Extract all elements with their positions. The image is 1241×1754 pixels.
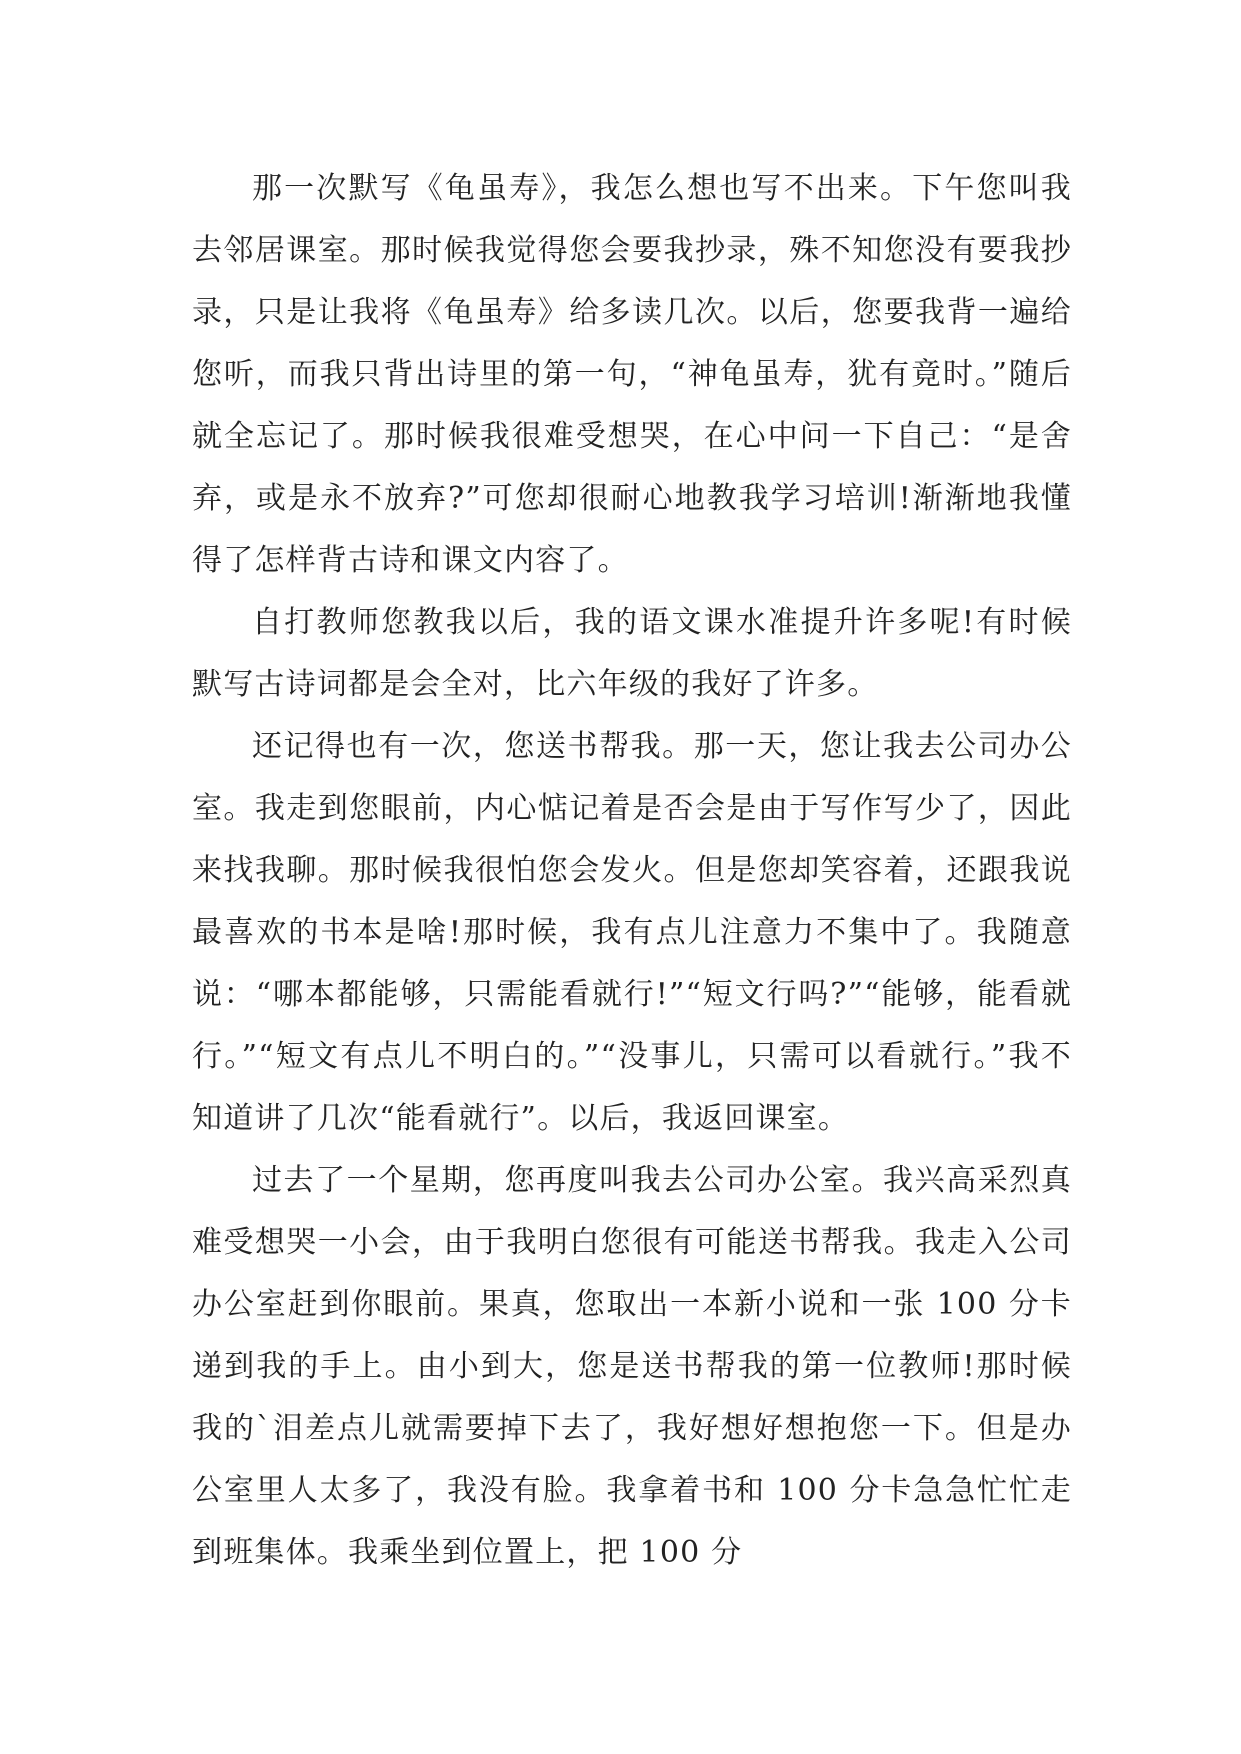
paragraph-2: 自打教师您教我以后，我的语文课水准提升许多呢!有时候默写古诗词都是会全对，比六年级的我好了许多。	[192, 605, 1072, 702]
paragraph-4: 过去了一个星期，您再度叫我去公司办公室。我兴高采烈真难受想哭一小会，由于我明白您很有可能送书帮我。我走入公司办公室赶到你眼前。果真，您取出一本新小说和一张 100 分卡递到我的手上。由小到大，您是送书帮我的第一位教师!那时候我的`泪差点儿就需要掉下去了，我好想好想抱您一下。但是办公室里人太多了，我没有脸。我拿着书和 100 分卡急急忙忙走到班集体。我乘坐到位置上，把 100 分	[192, 1163, 1072, 1570]
document-body	[192, 158, 1072, 1584]
paragraph-3: 还记得也有一次，您送书帮我。那一天，您让我去公司办公室。我走到您眼前，内心惦记着是否会是由于写作写少了，因此来找我聊。那时候我很怕您会发火。但是您却笑容着，还跟我说最喜欢的书本是啥!那时候，我有点儿注意力不集中了。我随意说：“哪本都能够，只需能看就行!”“短文行吗?”“能够，能看就行。”“短文有点儿不明白的。”“没事儿，只需可以看就行。”我不知道讲了几次“能看就行”。以后，我返回课室。	[192, 729, 1072, 1136]
paragraph-1: 那一次默写《龟虽寿》，我怎么想也写不出来。下午您叫我去邻居课室。那时候我觉得您会要我抄录，殊不知您没有要我抄录，只是让我将《龟虽寿》给多读几次。以后，您要我背一遍给您听，而我只背出诗里的第一句，“神龟虽寿，犹有竟时。”随后就全忘记了。那时候我很难受想哭，在心中问一下自己：“是舍弃，或是永不放弃?”可您却很耐心地教我学习培训!渐渐地我懂得了怎样背古诗和课文内容了。	[192, 171, 1072, 578]
